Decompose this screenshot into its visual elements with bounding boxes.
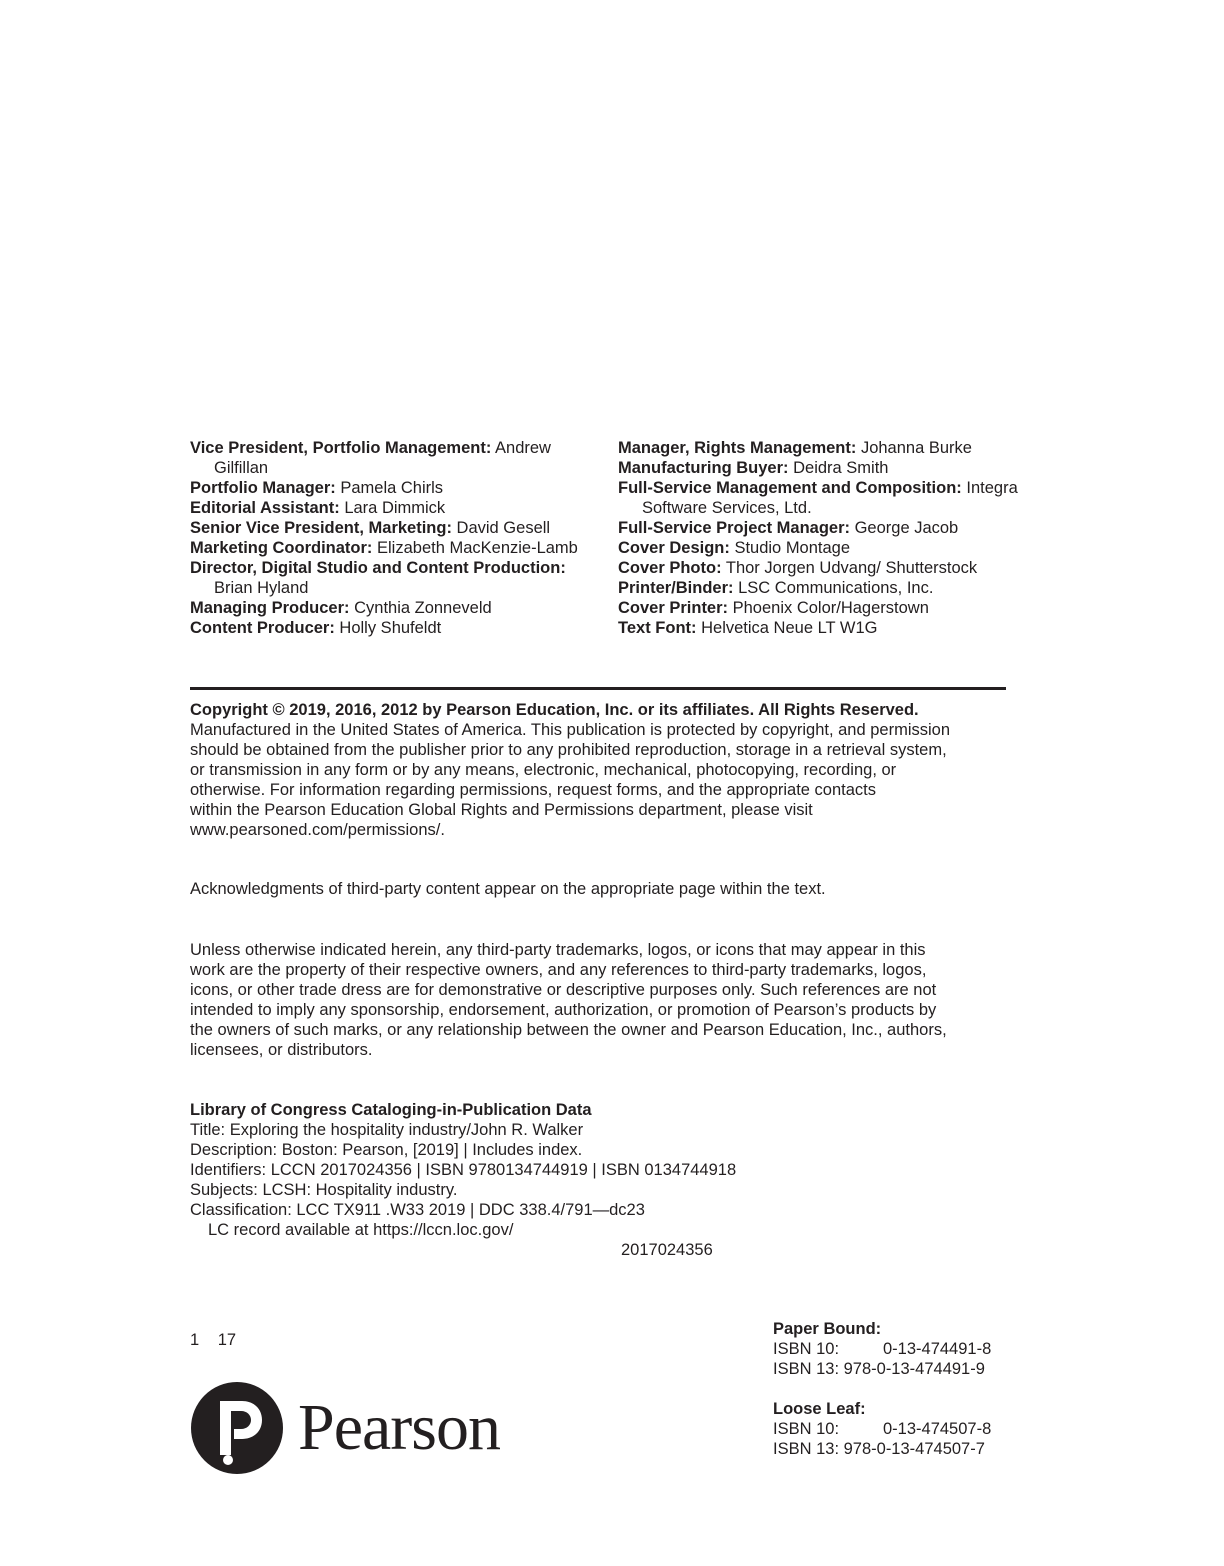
credit-name: Johanna Burke [856,439,972,457]
isbn10-value: 0-13-474507-8 [883,1420,992,1438]
isbn-block [773,1319,991,1479]
trademarks-line: the owners of such marks, or any relationship between the owner and Pearson Education, Inc., authors, [190,1021,947,1039]
credit-name: Andrew Gilfillan [214,439,551,477]
credit-role: Content Producer: [190,619,335,637]
credit-role: Text Font: [618,619,697,637]
credit-role: Cover Design: [618,539,730,557]
credit-role: Printer/Binder: [618,579,734,597]
credit-line [618,518,1018,538]
credit-name: Thor Jorgen Udvang/ Shutterstock [721,559,978,577]
credit-line [190,438,590,478]
credit-role: Portfolio Manager: [190,479,336,497]
credit-line [618,478,1018,518]
copyright-heading: Copyright © 2019, 2016, 2012 by Pearson Education, Inc. or its affiliates. All Rights Reserved. [190,701,919,719]
credit-line [190,538,590,558]
credit-name: Deidra Smith [788,459,889,477]
credit-role: Cover Printer: [618,599,729,617]
copyright-line: www.pearsoned.com/permissions/. [190,821,445,839]
isbn-heading: Loose Leaf: [773,1400,866,1418]
isbn10-label: ISBN 10: [773,1420,840,1438]
credits-left-column [190,438,590,638]
trademarks-line: work are the property of their respective owners, and any references to third-party trademarks, logos, [190,961,927,979]
credit-line [618,538,1018,558]
credit-line [618,438,1018,458]
credit-role: Marketing Coordinator: [190,539,373,557]
credit-line [190,558,590,598]
trademarks-line: licensees, or distributors. [190,1041,373,1059]
print-line: 1 17 [190,1331,237,1349]
cip-heading: Library of Congress Cataloging-in-Publication Data [190,1101,592,1119]
cip-lccn: 2017024356 [621,1241,713,1259]
trademarks-line: intended to imply any sponsorship, endorsement, authorization, or promotion of Pearson’s products by [190,1001,937,1019]
credit-line [618,558,1018,578]
copyright-line: otherwise. For information regarding permissions, request forms, and the appropriate contacts [190,781,876,799]
trademarks-line: Unless otherwise indicated herein, any third-party trademarks, logos, or icons that may appear in this [190,941,926,959]
credit-line [190,478,590,498]
credit-line [190,598,590,618]
copyright-line: within the Pearson Education Global Rights and Permissions department, please visit [190,801,813,819]
credits-right-column [618,438,1018,638]
isbn13-line: ISBN 13: 978-0-13-474507-7 [773,1440,985,1458]
pearson-logo [190,1381,500,1475]
pearson-p-icon [190,1381,284,1475]
credit-role: Manager, Rights Management: [618,439,857,457]
isbn10-value: 0-13-474491-8 [883,1340,992,1358]
credit-name: LSC Communications, Inc. [733,579,934,597]
isbn10-label: ISBN 10: [773,1340,840,1358]
credit-line [618,458,1018,478]
credit-role: Director, Digital Studio and Content Production: [190,559,566,577]
section-divider [190,687,1006,690]
credit-line [618,598,1018,618]
isbn-group-paper-bound [773,1319,991,1379]
credit-role: Vice President, Portfolio Management: [190,439,492,457]
cip-description: Description: Boston: Pearson, [2019] | Includes index. [190,1141,583,1159]
cip-subjects: Subjects: LCSH: Hospitality industry. [190,1181,458,1199]
credit-name: Studio Montage [729,539,851,557]
credit-name: David Gesell [451,519,551,537]
credit-name: Helvetica Neue LT W1G [696,619,878,637]
cip-title: Title: Exploring the hospitality industry/John R. Walker [190,1121,584,1139]
credit-line [618,618,1018,638]
acknowledgments-text: Acknowledgments of third-party content appear on the appropriate page within the text. [190,880,826,898]
trademarks-line: icons, or other trade dress are for demonstrative or descriptive purposes only. Such references are not [190,981,937,999]
isbn13-line: ISBN 13: 978-0-13-474491-9 [773,1360,985,1378]
pearson-wordmark: Pearson [298,1391,500,1464]
credit-role: Managing Producer: [190,599,350,617]
credit-role: Senior Vice President, Marketing: [190,519,452,537]
credit-name: Brian Hyland [214,579,309,597]
credit-line [190,518,590,538]
copyright-line: or transmission in any form or by any means, electronic, mechanical, photocopying, recording, or [190,761,897,779]
credit-role: Full-Service Project Manager: [618,519,850,537]
credit-role: Full-Service Management and Composition: [618,479,962,497]
credit-role: Cover Photo: [618,559,722,577]
copyright-block [190,700,1010,840]
credit-name: Cynthia Zonneveld [349,599,492,617]
isbn10-row [773,1339,991,1359]
isbn-heading: Paper Bound: [773,1320,882,1338]
isbn-group-loose-leaf [773,1399,991,1459]
credit-name: Pamela Chirls [335,479,444,497]
copyright-line: Manufactured in the United States of America. This publication is protected by copyright, and permission [190,721,951,739]
credit-name: Holly Shufeldt [334,619,442,637]
credit-name: Lara Dimmick [339,499,446,517]
cip-identifiers: Identifiers: LCCN 2017024356 | ISBN 9780134744919 | ISBN 0134744918 [190,1161,737,1179]
credit-line [618,578,1018,598]
credit-name: Integra Software Services, Ltd. [642,479,1018,517]
credit-name: Elizabeth MacKenzie-Lamb [372,539,578,557]
cip-classification: Classification: LCC TX911 .W33 2019 | DDC 338.4/791—dc23 [190,1201,645,1219]
credit-role: Editorial Assistant: [190,499,340,517]
credit-role: Manufacturing Buyer: [618,459,789,477]
isbn10-row [773,1419,991,1439]
copyright-line: should be obtained from the publisher prior to any prohibited reproduction, storage in a retrieval system, [190,741,947,759]
credit-name: Phoenix Color/Hagerstown [728,599,929,617]
cip-block [190,1100,1010,1259]
trademarks-block [190,940,1010,1060]
cip-lc-record: LC record available at https://lccn.loc.gov/ [208,1221,514,1239]
credit-name: George Jacob [850,519,959,537]
credit-line [190,498,590,518]
credit-line [190,618,590,638]
